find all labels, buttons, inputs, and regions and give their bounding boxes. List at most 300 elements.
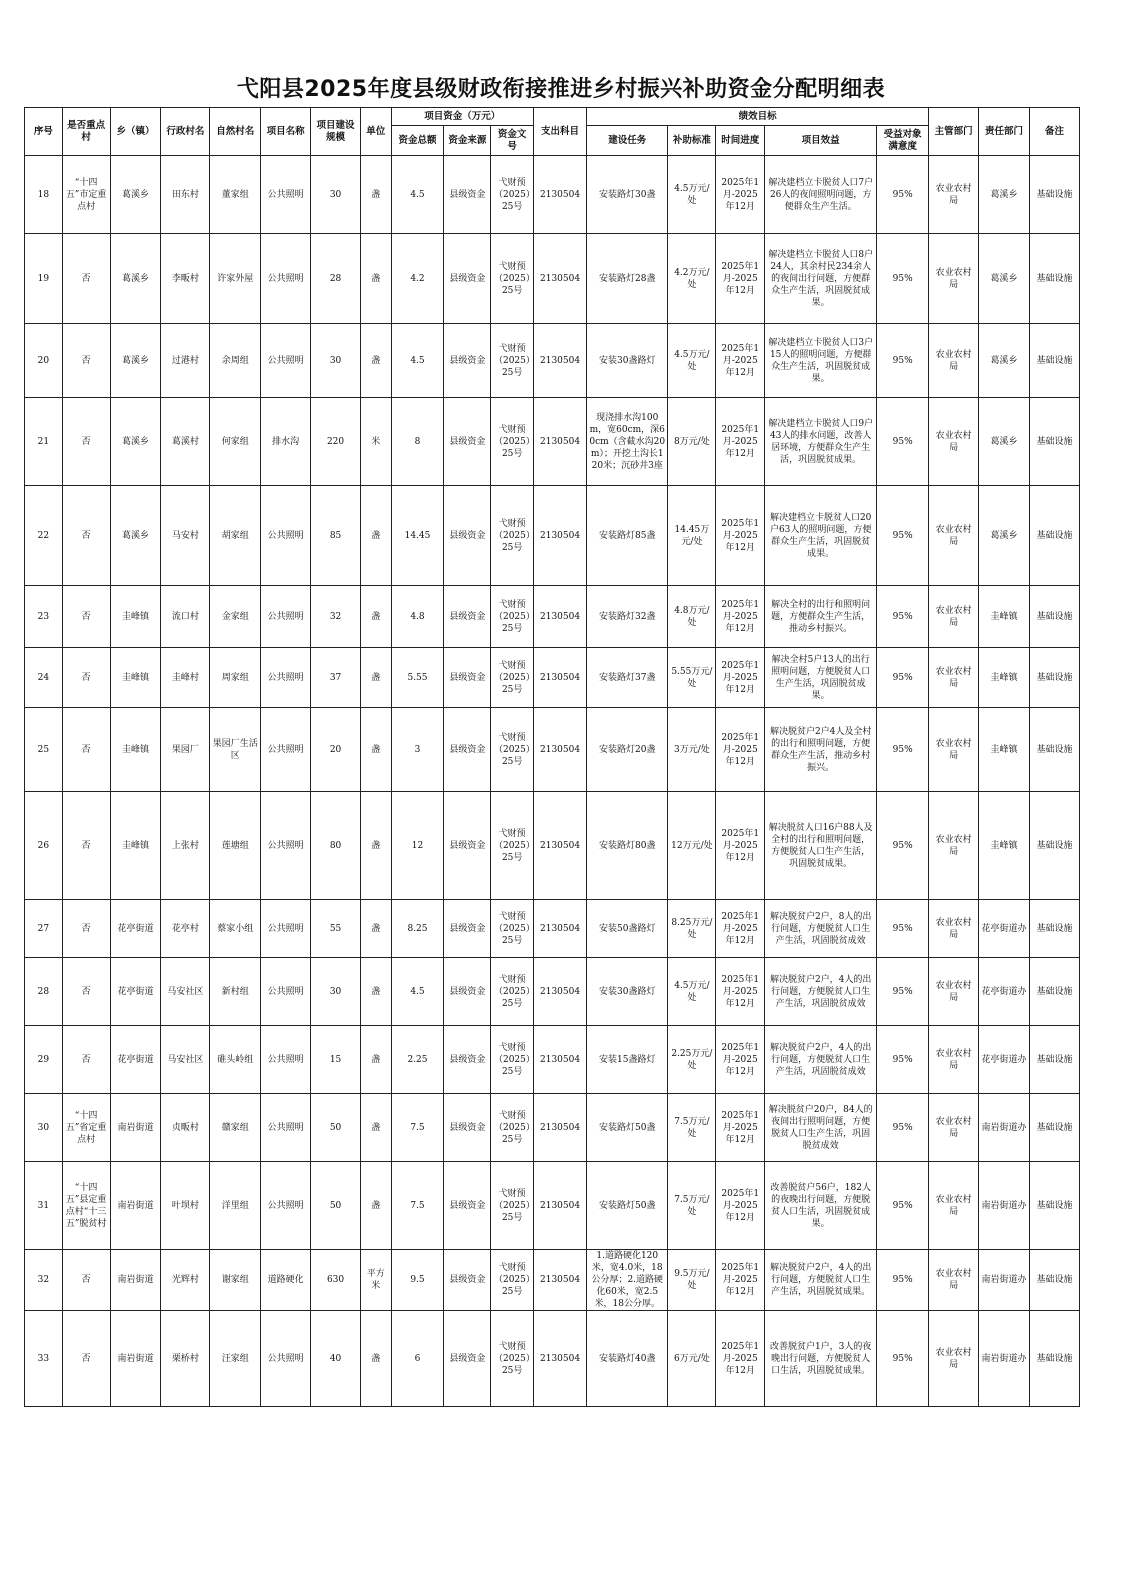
row-dept-resp: 南岩街道办: [979, 1162, 1030, 1250]
row-unit: 盏: [360, 648, 391, 708]
row-schedule: 2025年1月-2025年12月: [716, 1094, 765, 1162]
header-key-village: 是否重点村: [62, 108, 110, 156]
row-satisfaction: 95%: [877, 398, 929, 486]
row-dept-resp: 葛溪乡: [979, 234, 1030, 324]
row-natural-village: 莲塘组: [210, 792, 261, 900]
row-expense: 2130504: [534, 324, 587, 398]
row-funds-doc: 弋财预（2025）25号: [491, 1250, 534, 1311]
row-project-name: 道路硬化: [261, 1250, 311, 1311]
row-project-name: 公共照明: [261, 1162, 311, 1250]
row-remark: 基础设施: [1029, 398, 1079, 486]
row-funds-total: 14.45: [391, 486, 444, 586]
row-funds-total: 4.5: [391, 324, 444, 398]
header-unit: 单位: [360, 108, 391, 156]
row-dept-main: 农业农村局: [929, 324, 979, 398]
row-task: 安装30盏路灯: [587, 324, 668, 398]
table-row: [25, 398, 1080, 486]
header-remark: 备注: [1029, 108, 1079, 156]
row-expense: 2130504: [534, 586, 587, 648]
row-benefit: 解决脱贫人口16户88人及全村的出行和照明问题，方便脱贫人口生产生活，巩固脱贫成果。: [765, 792, 877, 900]
row-project-name: 公共照明: [261, 156, 311, 234]
row-key-village: 否: [62, 708, 110, 792]
header-project-name: 项目名称: [261, 108, 311, 156]
row-scale: 50: [311, 1094, 361, 1162]
row-funds-total: 5.55: [391, 648, 444, 708]
row-unit: 盏: [360, 234, 391, 324]
row-township: 圭峰镇: [110, 708, 161, 792]
row-remark: 基础设施: [1029, 900, 1079, 958]
row-dept-main: 农业农村局: [929, 900, 979, 958]
row-scale: 55: [311, 900, 361, 958]
row-funds-doc: 弋财预（2025）25号: [491, 900, 534, 958]
row-scale: 20: [311, 708, 361, 792]
row-satisfaction: 95%: [877, 792, 929, 900]
row-seq: 31: [25, 1162, 63, 1250]
row-funds-total: 3: [391, 708, 444, 792]
row-satisfaction: 95%: [877, 1162, 929, 1250]
row-satisfaction: 95%: [877, 1250, 929, 1311]
row-standard: 4.8万元/处: [668, 586, 716, 648]
header-scale: 项目建设规模: [311, 108, 361, 156]
row-unit: 盏: [360, 1162, 391, 1250]
row-scale: 32: [311, 586, 361, 648]
row-schedule: 2025年1月-2025年12月: [716, 1250, 765, 1311]
row-township: 南岩街道: [110, 1311, 161, 1407]
row-township: 葛溪乡: [110, 156, 161, 234]
row-remark: 基础设施: [1029, 792, 1079, 900]
row-seq: 27: [25, 900, 63, 958]
row-funds-source: 县级资金: [444, 708, 491, 792]
row-task: 安装路灯80盏: [587, 792, 668, 900]
row-funds-doc: 弋财预（2025）25号: [491, 958, 534, 1026]
table-row: [25, 324, 1080, 398]
row-unit: 盏: [360, 1026, 391, 1094]
row-dept-resp: 葛溪乡: [979, 156, 1030, 234]
row-benefit: 解决脱贫户20户，84人的夜间出行照明问题，方便脱贫人口生产生活，巩固脱贫成效: [765, 1094, 877, 1162]
table-row: [25, 958, 1080, 1026]
row-project-name: 公共照明: [261, 1094, 311, 1162]
row-admin-village: 光辉村: [161, 1250, 210, 1311]
row-satisfaction: 95%: [877, 958, 929, 1026]
row-expense: 2130504: [534, 792, 587, 900]
row-admin-village: 贞畈村: [161, 1094, 210, 1162]
row-satisfaction: 95%: [877, 648, 929, 708]
row-project-name: 公共照明: [261, 900, 311, 958]
row-seq: 23: [25, 586, 63, 648]
row-funds-source: 县级资金: [444, 586, 491, 648]
table-row: [25, 648, 1080, 708]
row-task: 现浇排水沟100m，宽60cm，深60cm（含截水沟20m）；开挖土沟长120米；沉砂井3座: [587, 398, 668, 486]
header-funds-total: 资金总额: [391, 126, 444, 156]
row-task: 安装30盏路灯: [587, 958, 668, 1026]
row-funds-total: 8: [391, 398, 444, 486]
row-standard: 4.5万元/处: [668, 156, 716, 234]
row-township: 葛溪乡: [110, 398, 161, 486]
row-satisfaction: 95%: [877, 900, 929, 958]
row-scale: 50: [311, 1162, 361, 1250]
row-dept-main: 农业农村局: [929, 1162, 979, 1250]
row-key-village: 否: [62, 792, 110, 900]
row-dept-main: 农业农村局: [929, 398, 979, 486]
row-project-name: 公共照明: [261, 1026, 311, 1094]
row-seq: 22: [25, 486, 63, 586]
table-row: [25, 1162, 1080, 1250]
row-funds-doc: 弋财预（2025）25号: [491, 708, 534, 792]
row-funds-doc: 弋财预（2025）25号: [491, 398, 534, 486]
header-task: 建设任务: [587, 126, 668, 156]
row-scale: 30: [311, 156, 361, 234]
row-seq: 19: [25, 234, 63, 324]
row-funds-doc: 弋财预（2025）25号: [491, 1162, 534, 1250]
row-natural-village: 碓头岭组: [210, 1026, 261, 1094]
row-scale: 80: [311, 792, 361, 900]
row-scale: 220: [311, 398, 361, 486]
header-expense: 支出科目: [534, 108, 587, 156]
row-township: 圭峰镇: [110, 792, 161, 900]
row-admin-village: 马安村: [161, 486, 210, 586]
row-remark: 基础设施: [1029, 648, 1079, 708]
row-funds-source: 县级资金: [444, 792, 491, 900]
row-expense: 2130504: [534, 234, 587, 324]
row-schedule: 2025年1月-2025年12月: [716, 1162, 765, 1250]
row-satisfaction: 95%: [877, 234, 929, 324]
row-standard: 4.5万元/处: [668, 958, 716, 1026]
row-key-village: 否: [62, 648, 110, 708]
table-row: [25, 900, 1080, 958]
row-admin-village: 上张村: [161, 792, 210, 900]
row-dept-resp: 圭峰镇: [979, 708, 1030, 792]
row-admin-village: 果园厂: [161, 708, 210, 792]
header-natural-village: 自然村名: [210, 108, 261, 156]
row-satisfaction: 95%: [877, 324, 929, 398]
row-task: 安装路灯50盏: [587, 1094, 668, 1162]
row-standard: 12万元/处: [668, 792, 716, 900]
row-seq: 25: [25, 708, 63, 792]
row-funds-total: 12: [391, 792, 444, 900]
row-unit: 盏: [360, 958, 391, 1026]
row-funds-doc: 弋财预（2025）25号: [491, 648, 534, 708]
row-admin-village: 叶坝村: [161, 1162, 210, 1250]
row-admin-village: 李畈村: [161, 234, 210, 324]
table-row: [25, 1311, 1080, 1407]
row-expense: 2130504: [534, 1250, 587, 1311]
row-funds-source: 县级资金: [444, 1250, 491, 1311]
row-key-village: 否: [62, 1250, 110, 1311]
row-schedule: 2025年1月-2025年12月: [716, 900, 765, 958]
row-key-village: 否: [62, 586, 110, 648]
row-benefit: 解决脱贫户2户，4人的出行问题，方便脱贫人口生产生活，巩固脱贫成效: [765, 1026, 877, 1094]
row-township: 葛溪乡: [110, 486, 161, 586]
row-dept-resp: 圭峰镇: [979, 792, 1030, 900]
row-scale: 30: [311, 324, 361, 398]
row-remark: 基础设施: [1029, 234, 1079, 324]
row-key-village: 否: [62, 1311, 110, 1407]
row-satisfaction: 95%: [877, 586, 929, 648]
row-natural-village: 果园厂生活区: [210, 708, 261, 792]
row-schedule: 2025年1月-2025年12月: [716, 586, 765, 648]
row-township: 南岩街道: [110, 1162, 161, 1250]
row-standard: 14.45万元/处: [668, 486, 716, 586]
row-schedule: 2025年1月-2025年12月: [716, 324, 765, 398]
row-expense: 2130504: [534, 1162, 587, 1250]
row-benefit: 解决建档立卡脱贫人口9户43人的排水问题，改善人居环境，方便群众生产生活，巩固脱贫成果。: [765, 398, 877, 486]
row-township: 南岩街道: [110, 1094, 161, 1162]
row-funds-doc: 弋财预（2025）25号: [491, 234, 534, 324]
header-admin-village: 行政村名: [161, 108, 210, 156]
allocation-table: [24, 107, 1080, 1407]
row-expense: 2130504: [534, 486, 587, 586]
row-dept-main: 农业农村局: [929, 1026, 979, 1094]
row-natural-village: 金家组: [210, 586, 261, 648]
row-dept-resp: 花亭街道办: [979, 958, 1030, 1026]
row-expense: 2130504: [534, 398, 587, 486]
row-standard: 6万元/处: [668, 1311, 716, 1407]
row-key-village: 否: [62, 398, 110, 486]
row-funds-source: 县级资金: [444, 234, 491, 324]
row-expense: 2130504: [534, 708, 587, 792]
row-seq: 32: [25, 1250, 63, 1311]
row-funds-source: 县级资金: [444, 1162, 491, 1250]
row-benefit: 解决脱贫户2户4人及全村的出行和照明问题，方便群众生产生活，推动乡村振兴。: [765, 708, 877, 792]
row-satisfaction: 95%: [877, 1026, 929, 1094]
row-unit: 平方米: [360, 1250, 391, 1311]
row-key-village: 否: [62, 958, 110, 1026]
row-natural-village: 胡家组: [210, 486, 261, 586]
row-task: 安装50盏路灯: [587, 900, 668, 958]
row-unit: 盏: [360, 156, 391, 234]
row-task: 安装路灯85盏: [587, 486, 668, 586]
row-natural-village: 赣家组: [210, 1094, 261, 1162]
row-funds-total: 2.25: [391, 1026, 444, 1094]
row-township: 葛溪乡: [110, 324, 161, 398]
row-funds-doc: 弋财预（2025）25号: [491, 486, 534, 586]
row-schedule: 2025年1月-2025年12月: [716, 156, 765, 234]
row-natural-village: 余周组: [210, 324, 261, 398]
row-funds-doc: 弋财预（2025）25号: [491, 1311, 534, 1407]
row-funds-total: 4.5: [391, 958, 444, 1026]
row-unit: 盏: [360, 1094, 391, 1162]
row-township: 葛溪乡: [110, 234, 161, 324]
row-benefit: 解决全村的出行和照明问题，方便群众生产生活，推动乡村振兴。: [765, 586, 877, 648]
row-task: 安装路灯28盏: [587, 234, 668, 324]
table-row: [25, 586, 1080, 648]
row-natural-village: 谢家组: [210, 1250, 261, 1311]
row-funds-total: 6: [391, 1311, 444, 1407]
header-benefit: 项目效益: [765, 126, 877, 156]
table-row: [25, 1250, 1080, 1311]
row-remark: 基础设施: [1029, 586, 1079, 648]
row-dept-resp: 花亭街道办: [979, 1026, 1030, 1094]
row-benefit: 解决脱贫户2户，4人的出行问题，方便脱贫人口生产生活，巩固脱贫成效: [765, 958, 877, 1026]
row-schedule: 2025年1月-2025年12月: [716, 708, 765, 792]
row-unit: 盏: [360, 324, 391, 398]
row-unit: 盏: [360, 708, 391, 792]
row-scale: 15: [311, 1026, 361, 1094]
row-schedule: 2025年1月-2025年12月: [716, 958, 765, 1026]
row-schedule: 2025年1月-2025年12月: [716, 486, 765, 586]
row-satisfaction: 95%: [877, 1311, 929, 1407]
row-natural-village: 周家组: [210, 648, 261, 708]
row-funds-doc: 弋财预（2025）25号: [491, 324, 534, 398]
header-performance-group: 绩效目标: [587, 108, 929, 126]
row-project-name: 公共照明: [261, 324, 311, 398]
header-seq: 序号: [25, 108, 63, 156]
row-funds-source: 县级资金: [444, 958, 491, 1026]
row-schedule: 2025年1月-2025年12月: [716, 398, 765, 486]
row-remark: 基础设施: [1029, 1250, 1079, 1311]
row-scale: 30: [311, 958, 361, 1026]
row-task: 安装路灯37盏: [587, 648, 668, 708]
row-standard: 3万元/处: [668, 708, 716, 792]
row-natural-village: 洋里组: [210, 1162, 261, 1250]
row-scale: 40: [311, 1311, 361, 1407]
row-dept-resp: 葛溪乡: [979, 324, 1030, 398]
row-funds-source: 县级资金: [444, 398, 491, 486]
row-task: 1.道路硬化120米，宽4.0米，18公分厚；2.道路硬化60米，宽2.5米，18公分厚。: [587, 1250, 668, 1311]
row-scale: 85: [311, 486, 361, 586]
row-benefit: 解决建档立卡脱贫人口3户15人的照明问题，方便群众生产生活，巩固脱贫成果。: [765, 324, 877, 398]
row-admin-village: 马安社区: [161, 958, 210, 1026]
row-schedule: 2025年1月-2025年12月: [716, 792, 765, 900]
row-funds-source: 县级资金: [444, 1026, 491, 1094]
header-funds-doc: 资金文号: [491, 126, 534, 156]
row-natural-village: 汪家组: [210, 1311, 261, 1407]
row-project-name: 公共照明: [261, 1311, 311, 1407]
row-project-name: 排水沟: [261, 398, 311, 486]
row-key-village: 否: [62, 234, 110, 324]
row-project-name: 公共照明: [261, 708, 311, 792]
row-dept-resp: 花亭街道办: [979, 900, 1030, 958]
row-admin-village: 葛溪村: [161, 398, 210, 486]
row-dept-resp: 葛溪乡: [979, 486, 1030, 586]
row-admin-village: 流口村: [161, 586, 210, 648]
row-funds-source: 县级资金: [444, 648, 491, 708]
row-expense: 2130504: [534, 1026, 587, 1094]
row-benefit: 解决全村5户13人的出行照明问题，方便脱贫人口生产生活，巩固脱贫成果。: [765, 648, 877, 708]
row-schedule: 2025年1月-2025年12月: [716, 234, 765, 324]
page-title: 弋阳县2025年度县级财政衔接推进乡村振兴补助资金分配明细表: [236, 77, 886, 102]
row-remark: 基础设施: [1029, 708, 1079, 792]
row-remark: 基础设施: [1029, 958, 1079, 1026]
row-unit: 盏: [360, 1311, 391, 1407]
row-township: 南岩街道: [110, 1250, 161, 1311]
row-unit: 米: [360, 398, 391, 486]
row-seq: 18: [25, 156, 63, 234]
row-dept-resp: 南岩街道办: [979, 1094, 1030, 1162]
row-benefit: 解决脱贫户2户，4人的出行问题，方便脱贫人口生产生活，巩固脱贫成果。: [765, 1250, 877, 1311]
header-dept-resp: 责任部门: [979, 108, 1030, 156]
row-task: 安装路灯30盏: [587, 156, 668, 234]
row-satisfaction: 95%: [877, 1094, 929, 1162]
row-township: 圭峰镇: [110, 648, 161, 708]
row-funds-source: 县级资金: [444, 156, 491, 234]
table-row: [25, 708, 1080, 792]
row-project-name: 公共照明: [261, 486, 311, 586]
row-dept-resp: 葛溪乡: [979, 398, 1030, 486]
row-natural-village: 新村组: [210, 958, 261, 1026]
row-standard: 8.25万元/处: [668, 900, 716, 958]
row-benefit: 改善脱贫户1户，3人的夜晚出行问题，方便脱贫人口生活，巩固脱贫成果。: [765, 1311, 877, 1407]
row-funds-doc: 弋财预（2025）25号: [491, 586, 534, 648]
row-standard: 4.2万元/处: [668, 234, 716, 324]
row-remark: 基础设施: [1029, 1311, 1079, 1407]
row-project-name: 公共照明: [261, 586, 311, 648]
row-standard: 5.55万元/处: [668, 648, 716, 708]
row-expense: 2130504: [534, 958, 587, 1026]
row-funds-doc: 弋财预（2025）25号: [491, 792, 534, 900]
row-task: 安装路灯20盏: [587, 708, 668, 792]
row-natural-village: 许家外屋: [210, 234, 261, 324]
row-funds-source: 县级资金: [444, 900, 491, 958]
row-admin-village: 马安社区: [161, 1026, 210, 1094]
row-unit: 盏: [360, 486, 391, 586]
row-benefit: 改善脱贫户56户，182人的夜晚出行问题，方便脱贫人口生活，巩固脱贫成果。: [765, 1162, 877, 1250]
row-satisfaction: 95%: [877, 156, 929, 234]
row-key-village: 否: [62, 486, 110, 586]
row-project-name: 公共照明: [261, 958, 311, 1026]
row-project-name: 公共照明: [261, 648, 311, 708]
row-dept-main: 农业农村局: [929, 1311, 979, 1407]
row-dept-main: 农业农村局: [929, 792, 979, 900]
row-key-village: “十四五”省定重点村: [62, 1094, 110, 1162]
table-row: [25, 792, 1080, 900]
row-seq: 30: [25, 1094, 63, 1162]
row-key-village: “十四五”县定重点村“十三五”脱贫村: [62, 1162, 110, 1250]
row-schedule: 2025年1月-2025年12月: [716, 1311, 765, 1407]
row-standard: 8万元/处: [668, 398, 716, 486]
row-admin-village: 圭峰村: [161, 648, 210, 708]
row-expense: 2130504: [534, 1311, 587, 1407]
table-row: [25, 1026, 1080, 1094]
row-satisfaction: 95%: [877, 486, 929, 586]
row-task: 安装路灯32盏: [587, 586, 668, 648]
row-standard: 7.5万元/处: [668, 1094, 716, 1162]
row-dept-main: 农业农村局: [929, 234, 979, 324]
row-schedule: 2025年1月-2025年12月: [716, 648, 765, 708]
row-expense: 2130504: [534, 900, 587, 958]
row-dept-main: 农业农村局: [929, 708, 979, 792]
row-funds-total: 7.5: [391, 1162, 444, 1250]
row-benefit: 解决建档立卡脱贫人口7户26人的夜间照明问题，方便群众生产生活。: [765, 156, 877, 234]
row-funds-doc: 弋财预（2025）25号: [491, 156, 534, 234]
row-dept-main: 农业农村局: [929, 156, 979, 234]
row-remark: 基础设施: [1029, 1094, 1079, 1162]
row-dept-main: 农业农村局: [929, 648, 979, 708]
table-row: [25, 1094, 1080, 1162]
row-remark: 基础设施: [1029, 156, 1079, 234]
row-seq: 21: [25, 398, 63, 486]
row-benefit: 解决建档立卡脱贫人口20户63人的照明问题，方便群众生产生活，巩固脱贫成果。: [765, 486, 877, 586]
header-satisfaction: 受益对象满意度: [877, 126, 929, 156]
table-row: [25, 234, 1080, 324]
row-standard: 9.5万元/处: [668, 1250, 716, 1311]
header-funds-group: 项目资金（万元）: [391, 108, 534, 126]
row-funds-total: 4.5: [391, 156, 444, 234]
row-seq: 29: [25, 1026, 63, 1094]
row-township: 花亭街道: [110, 958, 161, 1026]
row-dept-main: 农业农村局: [929, 586, 979, 648]
row-key-village: 否: [62, 900, 110, 958]
row-dept-resp: 南岩街道办: [979, 1311, 1030, 1407]
row-key-village: 否: [62, 1026, 110, 1094]
row-township: 圭峰镇: [110, 586, 161, 648]
row-satisfaction: 95%: [877, 708, 929, 792]
row-funds-doc: 弋财预（2025）25号: [491, 1026, 534, 1094]
row-standard: 2.25万元/处: [668, 1026, 716, 1094]
row-natural-village: 何家组: [210, 398, 261, 486]
row-remark: 基础设施: [1029, 486, 1079, 586]
row-seq: 26: [25, 792, 63, 900]
